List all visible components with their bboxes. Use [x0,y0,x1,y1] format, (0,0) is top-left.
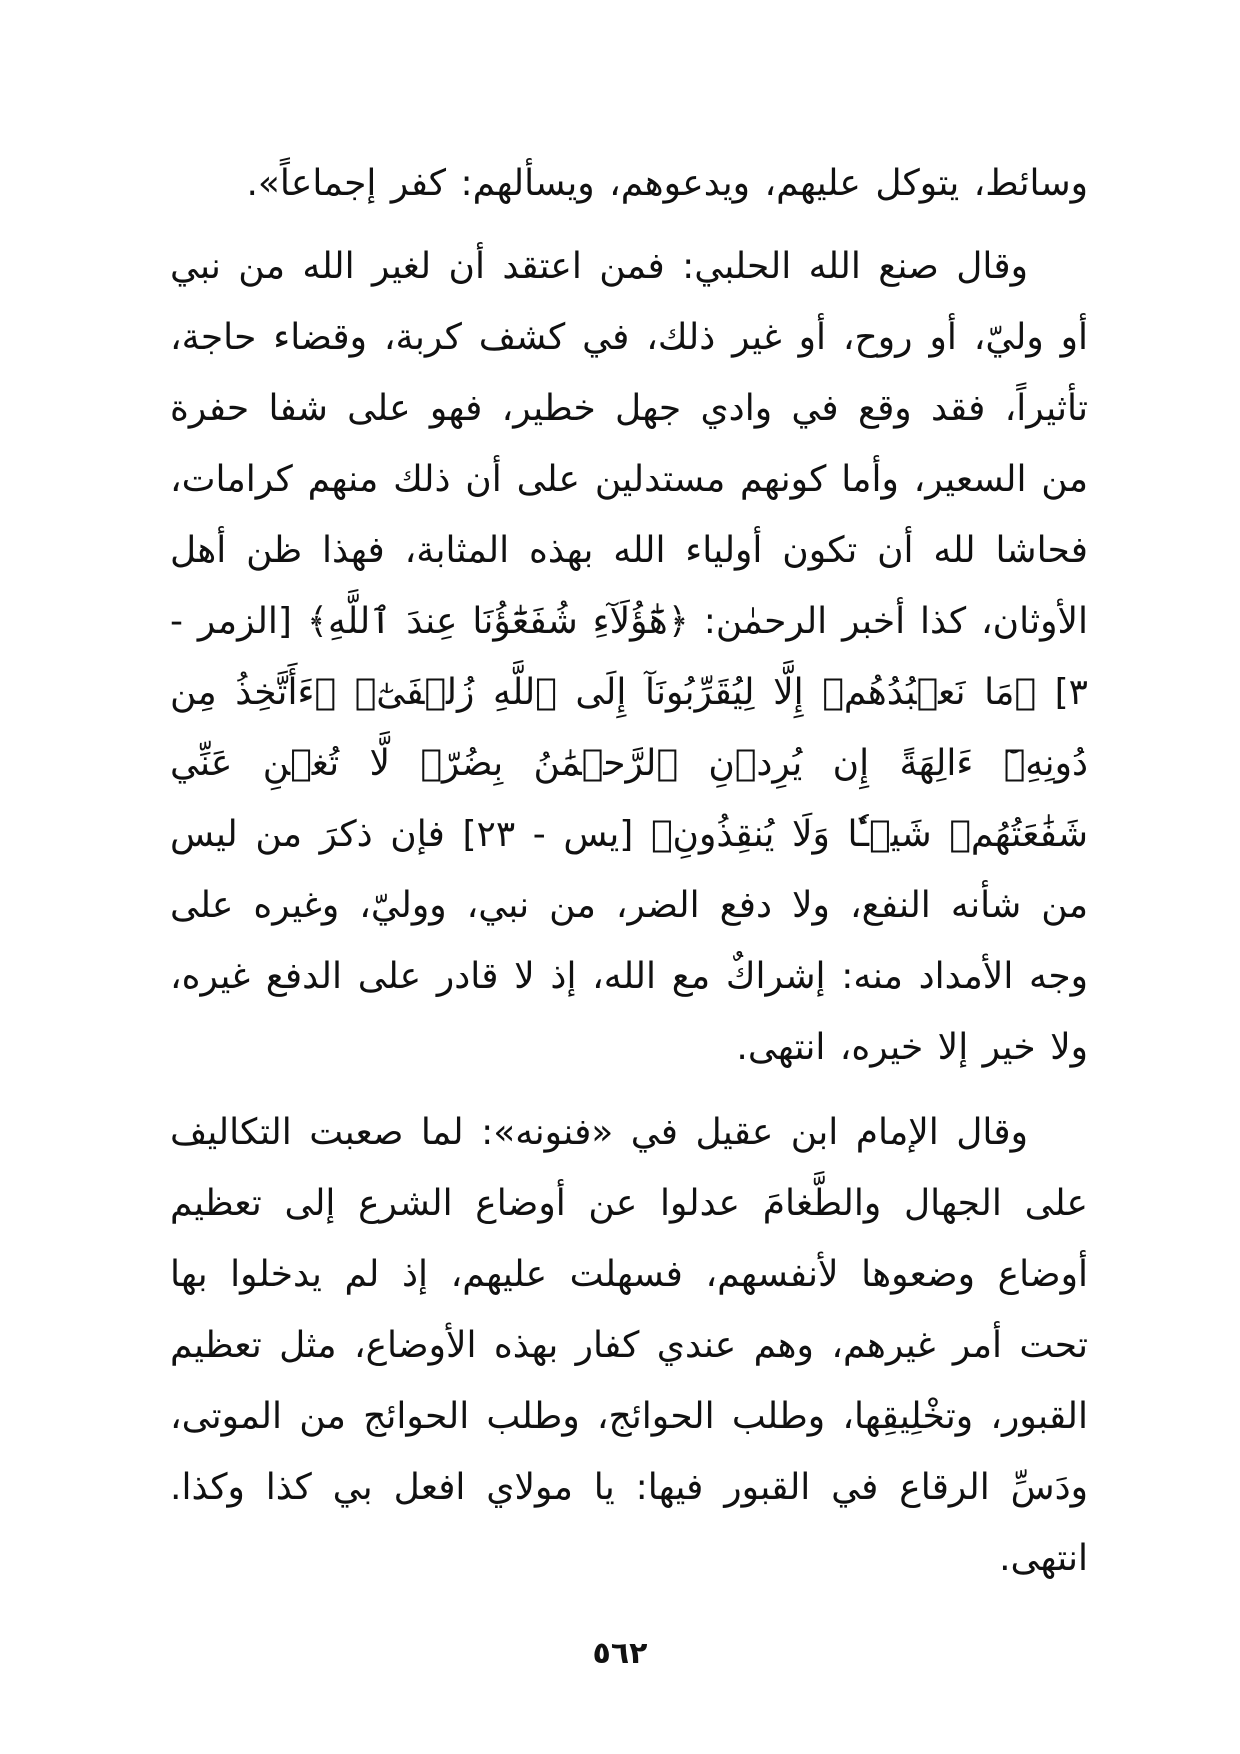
paragraph-ibn-aqil-quote: وقال الإمام ابن عقيل في «فنونه»: لما صعبت التكاليف على الجهال والطَّغامَ عدلوا عن أوضاع الشرع إلى تعظيم أوضاع وضعوها لأنفسهم، فسهلت عليهم، إذ لم يدخلوا بها تحت أمر غيرهم، وهم عندي كفار بهذه الأوضاع، مثل تعظيم القبور، وتخْلِيقِها، وطلب الحوائج، وطلب الحوائج من الموتى، ودَسِّ الرقاع في القبور فيها: يا مولاي افعل بي كذا وكذا. انتهى. [170,1112,1088,1579]
paragraph-continuation: وسائط، يتوكل عليهم، ويدعوهم، ويسألهم: كفر إجماعاً». [246,163,1088,204]
page-number: ٥٦٢ [592,1636,648,1671]
paragraph-halabi-quote: وقال صنع الله الحلبي: فمن اعتقد أن لغير الله من نبي أو وليّ، أو روح، أو غير ذلك، في كشف كربة، وقضاء حاجة، تأثيراً، فقد وقع في وادي جهل خطير، فهو على شفا حفرة من السعير، وأما كونهم مستدلين على أن ذلك منهم كرامات، فحاشا لله أن تكون أولياء الله بهذه المثابة، فهذا ظن أهل الأوثان، كذا أخبر الرحمٰن: ﴿هَٰٓؤُلَآءِ شُفَعَٰٓؤُنَا عِندَ ٱللَّهِ﴾ [الزمر - ٣] ﴿مَا نَعۡبُدُهُمۡ إِلَّا لِيُقَرِّبُونَآ إِلَى ٱللَّهِ زُلۡفَىٰٓ﴾ ﴿ءَأَتَّخِذُ مِن دُونِهِۦٓ ءَالِهَةً إِن يُرِدۡنِ ٱلرَّحۡمَٰنُ بِضُرّٖ لَّا تُغۡنِ عَنِّي شَفَٰعَتُهُمۡ شَيۡـٔٗا وَلَا يُنقِذُونِ﴾ [يس - ٢٣] فإن ذكرَ من ليس من شأنه النفع، ولا دفع الضر، من نبي، ووليّ، وغيره على وجه الأمداد منه: إشراكٌ مع الله، إذ لا قادر على الدفع غيره، ولا خير إلا خيره، انتهى. [170,246,1088,1068]
body-text [170,148,1088,1594]
